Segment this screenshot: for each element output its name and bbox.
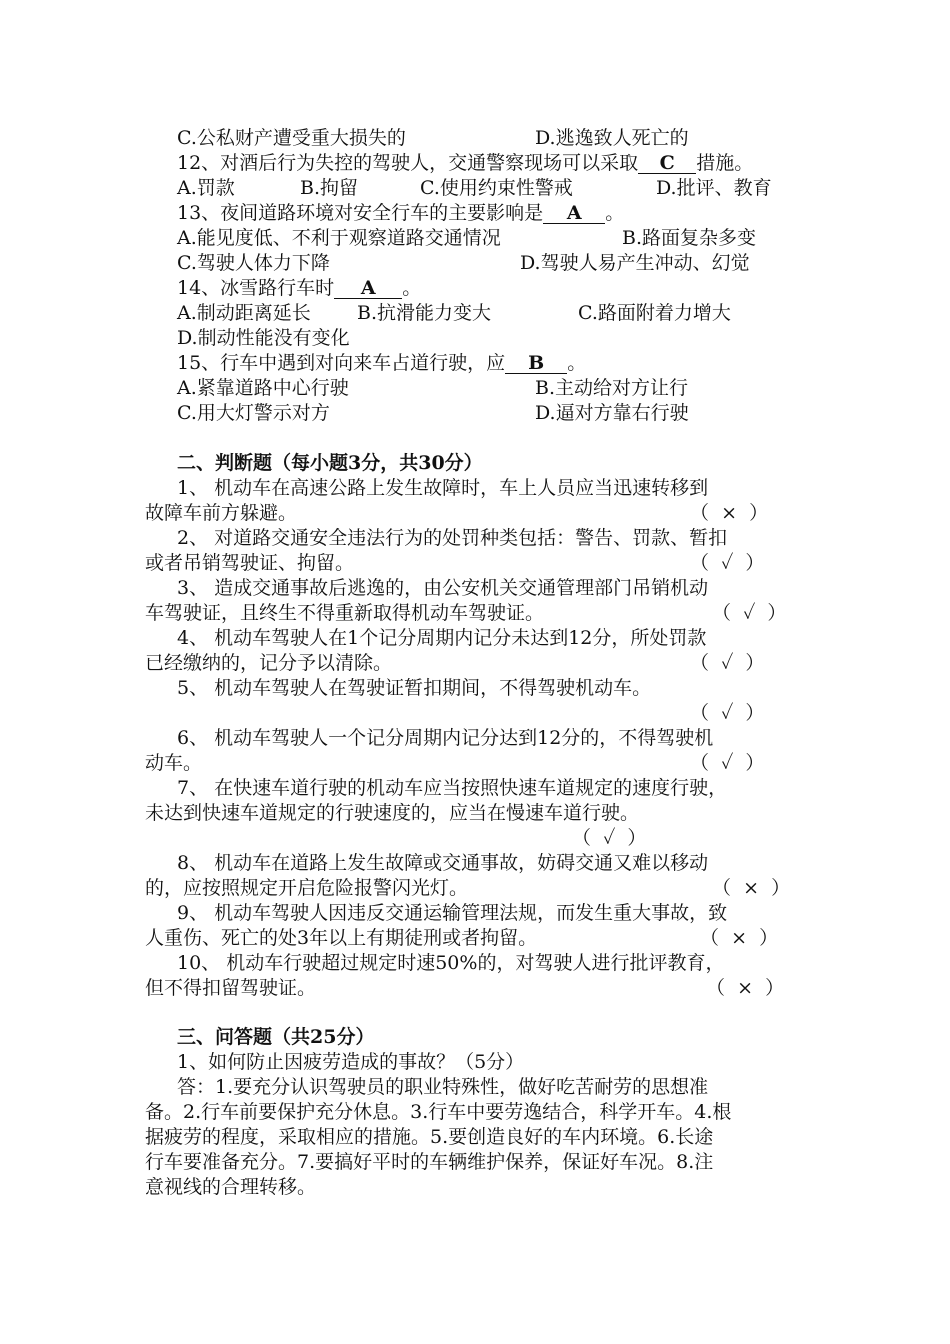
question-13: 13、夜间道路环境对安全行车的主要影响是 A 。 xyxy=(177,202,625,224)
option-15d: D.逼对方靠右行驶 xyxy=(535,402,689,424)
tf-item-1-mark: （ × ） xyxy=(690,502,769,524)
tf-item-3-mark: （ ✓ ） xyxy=(712,602,787,624)
option-11d: D.逃逸致人死亡的 xyxy=(535,127,689,149)
question-14: 14、冰雪路行车时 A 。 xyxy=(177,277,422,299)
section-heading-true-false: 二、判断题（每小题3分，共30分） xyxy=(177,452,483,474)
section-heading-qa: 三、问答题（共25分） xyxy=(177,1026,375,1048)
tf-item-9-line2: 人重伤、死亡的处3年以上有期徒刑或者拘留。 xyxy=(145,927,538,949)
option-12c: C.使用约束性警戒 xyxy=(420,177,573,199)
answer-12: C xyxy=(638,153,696,174)
tf-item-10-mark: （ × ） xyxy=(706,977,785,999)
option-15a: A.紧靠道路中心行驶 xyxy=(177,377,349,399)
option-12b: B.拘留 xyxy=(300,177,359,199)
option-14c: C.路面附着力增大 xyxy=(578,302,731,324)
option-14a: A.制动距离延长 xyxy=(177,302,311,324)
qa-answer-line-2: 备。2.行车前要保护充分休息。3.行车中要劳逸结合，科学开车。4.根 xyxy=(145,1101,732,1123)
tf-item-2-line2: 或者吊销驾驶证、拘留。 xyxy=(145,552,355,574)
tf-item-9-mark: （ × ） xyxy=(700,927,779,949)
tf-item-1-line1: 1、 机动车在高速公路上发生故障时，车上人员应当迅速转移到 xyxy=(177,477,709,499)
option-12a: A.罚款 xyxy=(177,177,235,199)
tf-item-1-line2: 故障车前方躲避。 xyxy=(145,502,298,524)
qa-question-1: 1、如何防止因疲劳造成的事故？（5分） xyxy=(177,1051,525,1073)
option-11c: C.公私财产遭受重大损失的 xyxy=(177,127,406,149)
qa-answer-line-5: 意视线的合理转移。 xyxy=(145,1176,317,1198)
tf-item-4-mark: （ ✓ ） xyxy=(690,652,765,674)
qa-answer-line-3: 据疲劳的程度，采取相应的措施。5.要创造良好的车内环境。6.长途 xyxy=(145,1126,714,1148)
option-15b: B.主动给对方让行 xyxy=(535,377,689,399)
answer-13: A xyxy=(543,203,605,224)
option-13a: A.能见度低、不利于观察道路交通情况 xyxy=(177,227,501,249)
tf-item-8-mark: （ × ） xyxy=(712,877,791,899)
answer-15: B xyxy=(505,353,567,374)
tf-item-9-line1: 9、 机动车驾驶人因违反交通运输管理法规，而发生重大事故，致 xyxy=(177,902,728,924)
option-14b: B.抗滑能力变大 xyxy=(357,302,492,324)
tf-item-7-line2: 未达到快速车道规定的行驶速度的，应当在慢速车道行驶。 xyxy=(145,802,640,824)
tf-item-5-line1: 5、 机动车驾驶人在驾驶证暂扣期间，不得驾驶机动车。 xyxy=(177,677,652,699)
tf-item-10-line2: 但不得扣留驾驶证。 xyxy=(145,977,317,999)
tf-item-4-line1: 4、 机动车驾驶人在1个记分周期内记分未达到12分，所处罚款 xyxy=(177,627,707,649)
option-15c: C.用大灯警示对方 xyxy=(177,402,330,424)
option-12d: D.批评、教育 xyxy=(656,177,772,199)
option-13d: D.驾驶人易产生冲动、幻觉 xyxy=(520,252,750,274)
option-13b: B.路面复杂多变 xyxy=(622,227,757,249)
tf-item-3-line1: 3、 造成交通事故后逃逸的，由公安机关交通管理部门吊销机动 xyxy=(177,577,709,599)
tf-item-8-line2: 的，应按照规定开启危险报警闪光灯。 xyxy=(145,877,469,899)
tf-item-6-line2: 动车。 xyxy=(145,752,203,774)
question-15: 15、行车中遇到对向来车占道行驶，应 B 。 xyxy=(177,352,587,374)
tf-item-5-mark: （ ✓ ） xyxy=(690,702,765,724)
option-13c: C.驾驶人体力下降 xyxy=(177,252,330,274)
qa-answer-line-1: 答：1.要充分认识驾驶员的职业特殊性，做好吃苦耐劳的思想准 xyxy=(177,1076,709,1098)
tf-item-3-line2: 车驾驶证，且终生不得重新取得机动车驾驶证。 xyxy=(145,602,545,624)
question-12: 12、对酒后行为失控的驾驶人，交通警察现场可以采取 C 措施。 xyxy=(177,152,754,174)
qa-answer-line-4: 行车要准备充分。7.要搞好平时的车辆维护保养，保证好车况。8.注 xyxy=(145,1151,714,1173)
tf-item-7-mark: （ ✓ ） xyxy=(572,827,647,849)
tf-item-6-line1: 6、 机动车驾驶人一个记分周期内记分达到12分的，不得驾驶机 xyxy=(177,727,714,749)
answer-14: A xyxy=(334,278,402,299)
tf-item-7-line1: 7、 在快速车道行驶的机动车应当按照快速车道规定的速度行驶， xyxy=(177,777,728,799)
tf-item-4-line2: 已经缴纳的，记分予以清除。 xyxy=(145,652,393,674)
tf-item-10-line1: 10、 机动车行驶超过规定时速50%的，对驾驶人进行批评教育， xyxy=(177,952,725,974)
tf-item-2-mark: （ ✓ ） xyxy=(690,552,765,574)
tf-item-8-line1: 8、 机动车在道路上发生故障或交通事故，妨碍交通又难以移动 xyxy=(177,852,709,874)
tf-item-2-line1: 2、 对道路交通安全违法行为的处罚种类包括：警告、罚款、暂扣 xyxy=(177,527,728,549)
tf-item-6-mark: （ ✓ ） xyxy=(690,752,765,774)
option-14d: D.制动性能没有变化 xyxy=(177,327,350,349)
